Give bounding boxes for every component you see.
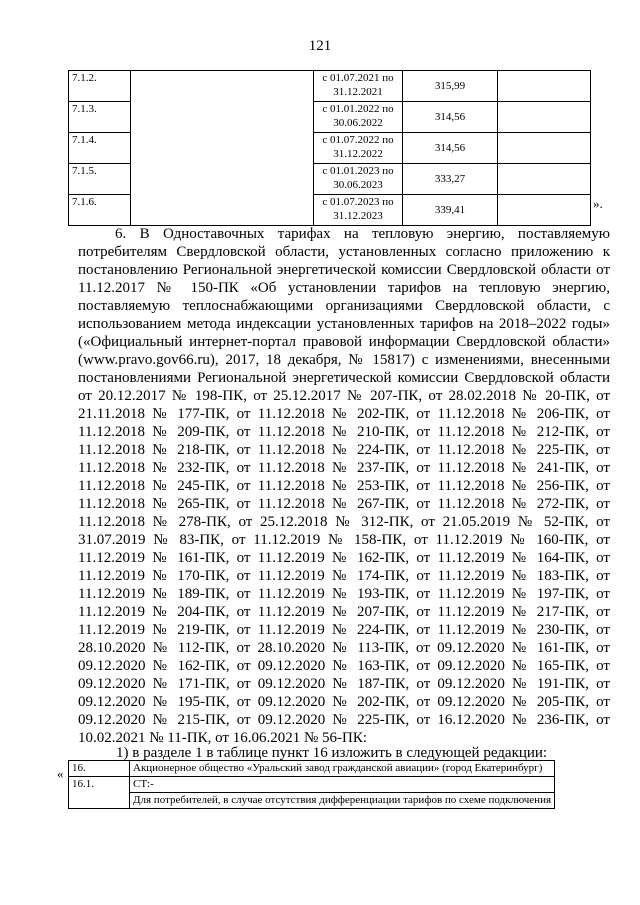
opening-quote: « xyxy=(57,766,64,781)
paragraph-6 xyxy=(78,225,610,747)
tariff-value: 315,99 xyxy=(403,71,498,102)
row-number: 16.1. xyxy=(69,777,130,809)
closing-quote: ». xyxy=(593,196,603,211)
page-number: 121 xyxy=(308,38,332,54)
empty-cell xyxy=(498,133,591,164)
table-row xyxy=(69,777,555,793)
sub-item-1: 1) в разделе 1 в таблице пункт 16 изложить в следующей редакции: xyxy=(116,745,548,761)
table-row xyxy=(69,761,555,777)
org-table xyxy=(68,760,555,809)
merged-empty-cell xyxy=(131,71,314,226)
tariff-table xyxy=(68,70,591,226)
row-number: 7.1.3. xyxy=(69,102,131,133)
empty-cell xyxy=(498,102,591,133)
paragraph-6-text: 6. В Одноставочных тарифах на тепловую энергию, поставляемую потребителям Свердловской области, установленных согласно приложению к постановлению Региональной энергетической комиссии Свердловской области от 11.12.2017 № 150-ПК «Об установлении тарифов на тепловую энергию, поставляемую теплоснабжающими организациями Свердловской области, с использованием метода индексации установленных тарифов на 2018–2022 годы» («Официальный интернет-портал правовой информации Свердловской области» (www.pravo.gov66.ru), 2017, 18 декабря, № 15817) с изменениями, внесенными постановлениями Региональной энергетической комиссии Свердловской области от 20.12.2017 № 198-ПК, от 25.12.2017 № 207-ПК, от 28.02.2018 № 20-ПК, от 21.11.2018 № 177-ПК, от 11.12.2018 № 202-ПК, от 11.12.2018 № 206-ПК, от 11.12.2018 № 209-ПК, от 11.12.2018 № 210-ПК, от 11.12.2018 № 212-ПК, от 11.12.2018 № 218-ПК, от 11.12.2018 № 224-ПК, от 11.12.2018 № 225-ПК, от 11.12.2018 № 232-ПК, от 11.12.2018 № 237-ПК, от 11.12.2018 № 241-ПК, от 11.12.2018 № 245-ПК, от 11.12.2018 № 253-ПК, от 11.12.2018 № 256-ПК, от 11.12.2018 № 265-ПК, от 11.12.2018 № 267-ПК, от 11.12.2018 № 272-ПК, от 11.12.2018 № 278-ПК, от 25.12.2018 № 312-ПК, от 21.05.2019 № 52-ПК, от 31.07.2019 № 83-ПК, от 11.12.2019 № 158-ПК, от 11.12.2019 № 160-ПК, от 11.12.2019 № 161-ПК, от 11.12.2019 № 162-ПК, от 11.12.2019 № 164-ПК, от 11.12.2019 № 170-ПК, от 11.12.2019 № 174-ПК, от 11.12.2019 № 183-ПК, от 11.12.2019 № 189-ПК, от 11.12.2019 № 193-ПК, от 11.12.2019 № 197-ПК, от 11.12.2019 № 204-ПК, от 11.12.2019 № 207-ПК, от 11.12.2019 № 217-ПК, от 11.12.2019 № 219-ПК, от 11.12.2019 № 224-ПК, от 11.12.2019 № 230-ПК, от 28.10.2020 № 112-ПК, от 28.10.2020 № 113-ПК, от 09.12.2020 № 161-ПК, от 09.12.2020 № 162-ПК, от 09.12.2020 № 163-ПК, от 09.12.2020 № 165-ПК, от 09.12.2020 № 171-ПК, от 09.12.2020 № 187-ПК, от 09.12.2020 № 191-ПК, от 09.12.2020 № 195-ПК, от 09.12.2020 № 202-ПК, от 09.12.2020 № 205-ПК, от 09.12.2020 № 215-ПК, от 09.12.2020 № 225-ПК, от 16.12.2020 № 236-ПК, от 10.02.2021 № 11-ПК, от 16.06.2021 № 56-ПК: xyxy=(78,226,610,746)
consumer-cell: Для потребителей, в случае отсутствия дифференциации тарифов по схеме подключения xyxy=(130,793,555,809)
row-number: 7.1.2. xyxy=(69,71,131,102)
org-name-cell: Акционерное общество «Уральский завод гражданской авиации» (город Екатеринбург) xyxy=(130,761,555,777)
system-cell: СТ:- xyxy=(130,777,555,793)
tariff-value: 333,27 xyxy=(403,164,498,195)
empty-cell xyxy=(498,195,591,226)
table-row xyxy=(69,71,591,102)
tariff-value: 339,41 xyxy=(403,195,498,226)
row-number: 7.1.6. xyxy=(69,195,131,226)
tariff-value: 314,56 xyxy=(403,102,498,133)
period-cell: с 01.01.2022 по 30.06.2022 xyxy=(314,102,403,133)
tariff-value: 314,56 xyxy=(403,133,498,164)
row-number: 7.1.4. xyxy=(69,133,131,164)
period-cell: с 01.07.2022 по 31.12.2022 xyxy=(314,133,403,164)
period-cell: с 01.07.2023 по 31.12.2023 xyxy=(314,195,403,226)
empty-cell xyxy=(498,71,591,102)
empty-cell xyxy=(498,164,591,195)
period-cell: с 01.07.2021 по 31.12.2021 xyxy=(314,71,403,102)
period-cell: с 01.01.2023 по 30.06.2023 xyxy=(314,164,403,195)
table-row xyxy=(69,793,555,809)
row-number: 16. xyxy=(69,761,130,777)
row-number: 7.1.5. xyxy=(69,164,131,195)
